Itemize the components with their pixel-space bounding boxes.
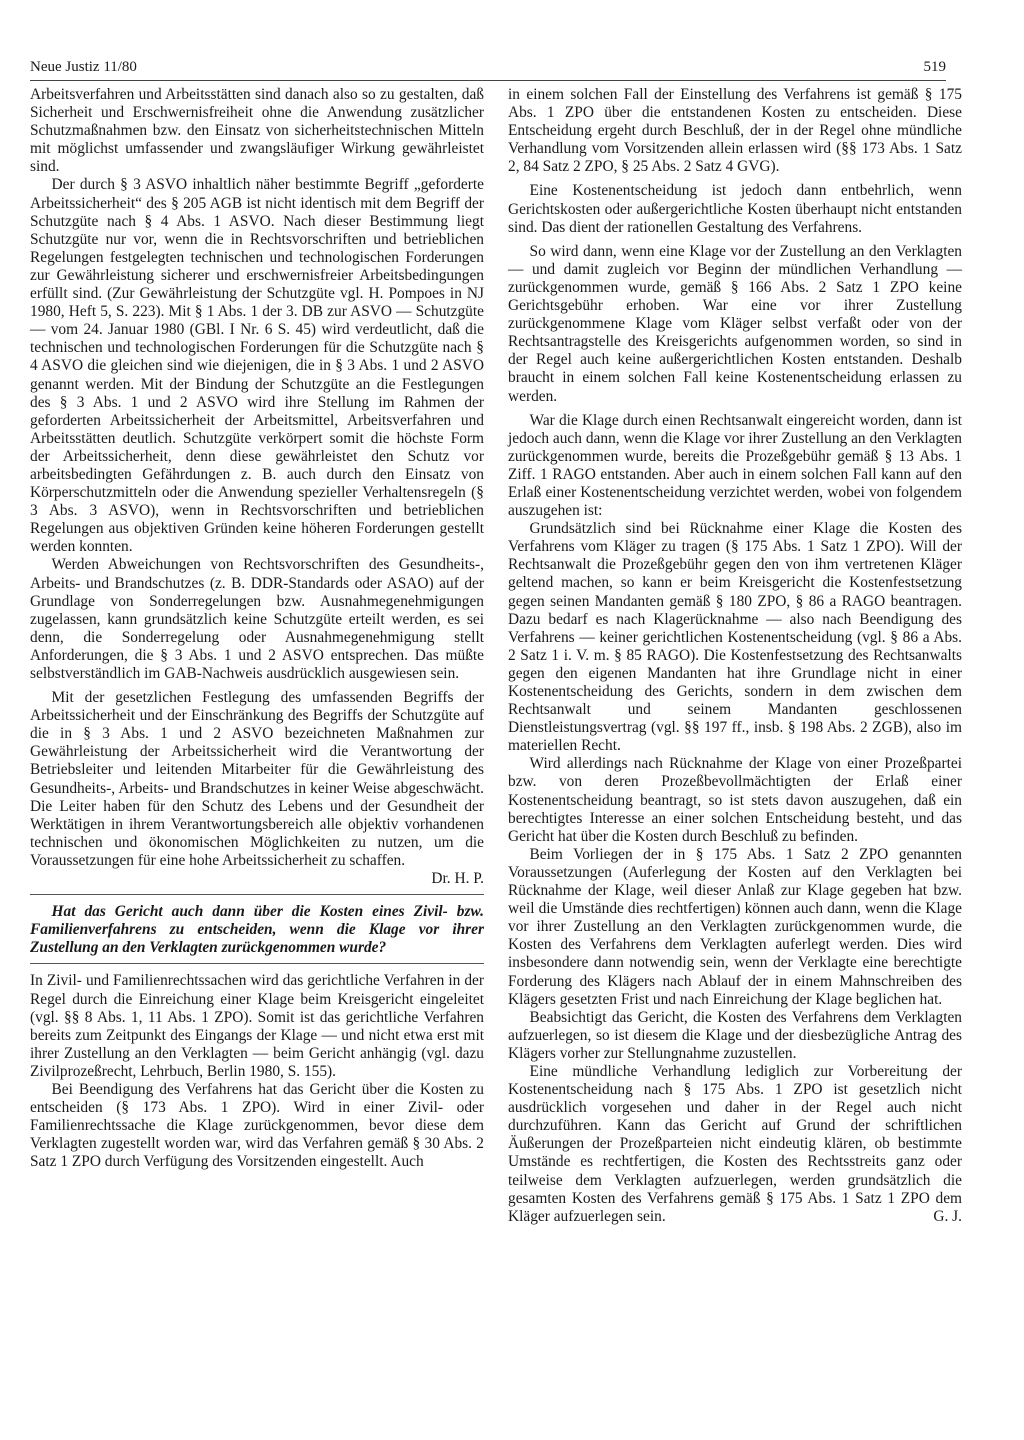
- paragraph: Arbeitsverfahren und Arbeitsstätten sind danach also so zu gestalten, daß Sicherheit und Erschwernisfreiheit ohne die Anwendung zusätzlicher Schutzmaßnahmen bzw. den Einsatz von sicherheitstechnischen Mitteln mit möglichst umfassender und zwangsläufiger Wirkung gewährleistet sind.: [30, 86, 484, 176]
- paragraph: in einem solchen Fall der Einstellung des Verfahrens ist gemäß § 175 Abs. 1 ZPO über die entstandenen Kosten zu entscheiden. Diese Entscheidung ergeht durch Beschluß, der in der Regel ohne mündliche Verhandlung vom Vorsitzenden allein erlassen wird (§§ 173 Abs. 1 Satz 2, 84 Satz 2 ZPO, § 25 Abs. 2 Satz 4 GVG).: [508, 86, 962, 176]
- section-divider: [30, 963, 484, 964]
- paragraph: In Zivil- und Familienrechtssachen wird das gerichtliche Verfahren in der Regel durch die Einreichung einer Klage beim Kreisgericht eingeleitet (vgl. §§ 8 Abs. 1, 11 Abs. 1 ZPO). Somit ist das gerichtliche Verfahren bereits zum Zeitpunkt des Eingangs der Klage — und nicht etwa erst mit ihrer Zustellung an den Verklagten — beim Gericht anhängig (vgl. dazu Zivilprozeßrecht, Lehrbuch, Berlin 1980, S. 155).: [30, 972, 484, 1080]
- right-column: [508, 86, 962, 1226]
- paragraph: So wird dann, wenn eine Klage vor der Zustellung an den Verklagten — und damit zugleich vor Beginn der mündlichen Verhandlung — zurückgenommen wurde, gemäß § 166 Abs. 2 Satz 1 ZPO keine Gerichtsgebühr erhoben. War eine vor ihrer Zustellung zurückgenommene Klage vom Kläger selbst verfaßt oder von der Rechtsantragstelle des Kreisgerichts aufgenommen worden, so sind in der Regel auch keine außergerichtlichen Kosten entstanden. Deshalb braucht in einem solchen Fall keine Kostenentscheidung erlassen zu werden.: [508, 242, 962, 405]
- paragraph: War die Klage durch einen Rechtsanwalt eingereicht worden, dann ist jedoch auch dann, wenn die Klage vor ihrer Zustellung an den Verklagten zurückgenommen wurde, bereits die Prozeßgebühr gemäß § 13 Abs. 1 Ziff. 1 RAGO entstanden. Aber auch in einem solchen Fall kann auf den Erlaß einer Kostenentscheidung verzichtet werden, wobei von folgendem auszugehen ist:: [508, 411, 962, 520]
- author-signature: Dr. H. P.: [431, 870, 484, 888]
- page-number: 519: [923, 59, 946, 75]
- journal-title: Neue Justiz 11/80: [30, 59, 137, 75]
- left-column: [30, 86, 484, 1171]
- paragraph: Beabsichtigt das Gericht, die Kosten des Verfahrens dem Verklagten aufzuerlegen, so ist diesem die Klage und der diesbezügliche Antrag des Klägers vorher zur Stellungnahme zuzustellen.: [508, 1008, 962, 1062]
- author-signature: G. J.: [933, 1207, 962, 1225]
- paragraph: Grundsätzlich sind bei Rücknahme einer Klage die Kosten des Verfahrens vom Kläger zu tragen (§ 175 Abs. 1 Satz 1 ZPO). Will der Rechtsanwalt die Prozeßgebühr gegen den von ihm vertretenen Kläger geltend machen, so kann er beim Kreisgericht die Kostenfestsetzung gegen seinen Mandanten gemäß § 180 ZPO, § 86 a RAGO beantragen. Dazu bedarf es nach Klagerücknahme — also nach Beendigung des Verfahrens — keiner gerichtlichen Kostenentscheidung (vgl. § 86 a Abs. 2 Satz 1 i. V. m. § 85 RAGO). Die Kostenfestsetzung des Rechtsanwalts gegen den eigenen Mandanten hat ihre Grundlage nicht in einer Kostenentscheidung des Gerichts, sondern in dem zwischen dem Rechtsanwalt und seinem Mandanten geschlossenen Dienstleistungsvertrag (vgl. §§ 197 ff., insb. § 198 Abs. 2 ZGB), also im materiellen Recht.: [508, 520, 962, 755]
- paragraph: Bei Beendigung des Verfahrens hat das Gericht über die Kosten zu entscheiden (§ 173 Abs. 1 ZPO). Wird in einer Zivil- oder Familienrechtssache die Klage zurückgenommen, bevor diese dem Verklagten zugestellt worden war, wird das Verfahren gemäß § 30 Abs. 2 Satz 1 ZPO durch Verfügung des Vorsitzenden eingestellt. Auch: [30, 1080, 484, 1171]
- paragraph: Werden Abweichungen von Rechtsvorschriften des Gesundheits-, Arbeits- und Brandschutzes (z. B. DDR-Standards oder ASAO) auf der Grundlage von Sonderregelungen bzw. Ausnahmegenehmigungen zugelassen, kann grundsätzlich keine Schutzgüte erteilt werden, es sei denn, die Sonderregelung oder Ausnahmegenehmigung stellt Anforderungen, die § 3 Abs. 1 und 2 ASVO entsprechen. Das müßte selbstverständlich im GAB-Nachweis ausdrücklich ausgewiesen sein.: [30, 556, 484, 682]
- paragraph: Beim Vorliegen der in § 175 Abs. 1 Satz 2 ZPO genannten Voraussetzungen (Auferlegung der Kosten auf den Verklagten bei Rücknahme der Klage, weil dieser Anlaß zur Klage gegeben hat bzw. weil die Umstände dies rechtfertigen) können auch dann, wenn die Klage vor ihrer Zustellung an den Verklagten zurückgenommen wurde, die Kosten des Verfahrens dem Verklagten auferlegt werden. Dies wird insbesondere dann notwendig sein, wenn der Verklagte eine berechtigte Forderung des Klägers nach Ablauf der in einem Mahnschreiben des Klägers gesetzten Frist und nach Einreichung der Klage beglichen hat.: [508, 845, 962, 1008]
- header-rule: [30, 80, 946, 81]
- paragraph-text: Eine mündliche Verhandlung lediglich zur Vorbereitung der Kostenentscheidung nach § 175 Abs. 1 ZPO ist gesetzlich nicht ausdrücklich vorgesehen und daher in der Regel auch nicht durchzuführen. Kann das Gericht auf Grund der schriftlichen Äußerungen der Prozeßparteien nicht eindeutig klären, ob bestimmte Umstände es rechtfertigen, die Kosten des Rechtsstreits ganz oder teilweise dem Verklagten aufzuerlegen, werden grundsätzlich die gesamten Kosten des Verfahrens gemäß § 175 Abs. 1 Satz 1 ZPO dem Kläger aufzuerlegen sein.: [508, 1062, 962, 1225]
- paragraph: Der durch § 3 ASVO inhaltlich näher bestimmte Begriff „geforderte Arbeitssicherheit“ des § 205 AGB ist nicht identisch mit dem Begriff der Schutzgüte nach § 4 Abs. 1 ASVO. Nach dieser Bestimmung liegt Schutzgüte nur vor, wenn die in Rechtsvorschriften und betrieblichen Regelungen festgelegten technischen und technologischen Forderungen zur Gewährleistung sicherer und erschwernisfreier Arbeitsbedingungen erfüllt sind. (Zur Gewährleistung der Schutzgüte vgl. H. Pompoes in NJ 1980, Heft 5, S. 223). Mit § 1 Abs. 1 der 3. DB zur ASVO — Schutzgüte — vom 24. Januar 1980 (GBl. I Nr. 6 S. 45) wird verdeutlicht, daß die technischen und technologischen Forderungen für die Schutzgüte nach § 4 ASVO die gleichen sind wie diejenigen, die in § 3 Abs. 1 und 2 ASVO genannt werden. Mit der Bindung der Schutzgüte an die Festlegungen des § 3 Abs. 1 und 2 ASVO wird ihre Stellung im Rahmen der geforderten Arbeitssicherheit der Arbeitsmittel, Arbeitsverfahren und Arbeitsstätten deutlich. Schutzgüte verkörpert somit die höchste Form der Arbeitssicherheit, denn diese gewährleistet den Schutz vor arbeitsbedingten Gefährdungen z. B. auch durch den Einsatz von Körperschutzmitteln oder die Anwendung spezieller Verhaltensregeln (§ 3 Abs. 3 ASVO), wenn in Rechtsvorschriften und betrieblichen Regelungen aus objektiven Gründen keine höheren Forderungen gestellt werden konnten.: [30, 176, 484, 556]
- paragraph: Mit der gesetzlichen Festlegung des umfassenden Begriffs der Arbeitssicherheit und der Einschränkung des Begriffs der Schutzgüte auf die in § 3 Abs. 1 und 2 ASVO bezeichneten Maßnahmen zur Gewährleistung der Arbeitssicherheit wird die Verantwortung der Betriebsleiter und leitenden Mitarbeiter für die Gewährleistung des Gesundheits-, Arbeits- und Brandschutzes in keiner Weise abgeschwächt. Die Leiter haben für den Schutz des Lebens und der Gesundheit der Werktätigen in ihrem Verantwortungsbereich alle objektiv vorhandenen technischen und ökonomischen Möglichkeiten zu nutzen, um die Voraussetzungen für eine hohe Arbeitssicherheit zu schaffen.: [30, 689, 484, 869]
- paragraph: [508, 1063, 962, 1226]
- paragraph: Eine Kostenentscheidung ist jedoch dann entbehrlich, wenn Gerichtskosten oder außergerichtliche Kosten überhaupt nicht entstanden sind. Das dient der rationellen Gestaltung des Verfahrens.: [508, 182, 962, 236]
- question-heading: Hat das Gericht auch dann über die Kosten eines Zivil- bzw. Familienverfahrens zu entscheiden, wenn die Klage vor ihrer Zustellung an den Verklagten zurückgenommen wurde?: [30, 903, 484, 957]
- paragraph: Wird allerdings nach Rücknahme der Klage von einer Prozeßpartei bzw. von deren Prozeßbevollmächtigten der Erlaß einer Kostenentscheidung beantragt, so ist stets davon auszugehen, daß ein berechtigtes Interesse an einer solchen Entscheidung besteht, und das Gericht hat über die Kosten durch Beschluß zu befinden.: [508, 755, 962, 845]
- section-divider: [30, 894, 484, 895]
